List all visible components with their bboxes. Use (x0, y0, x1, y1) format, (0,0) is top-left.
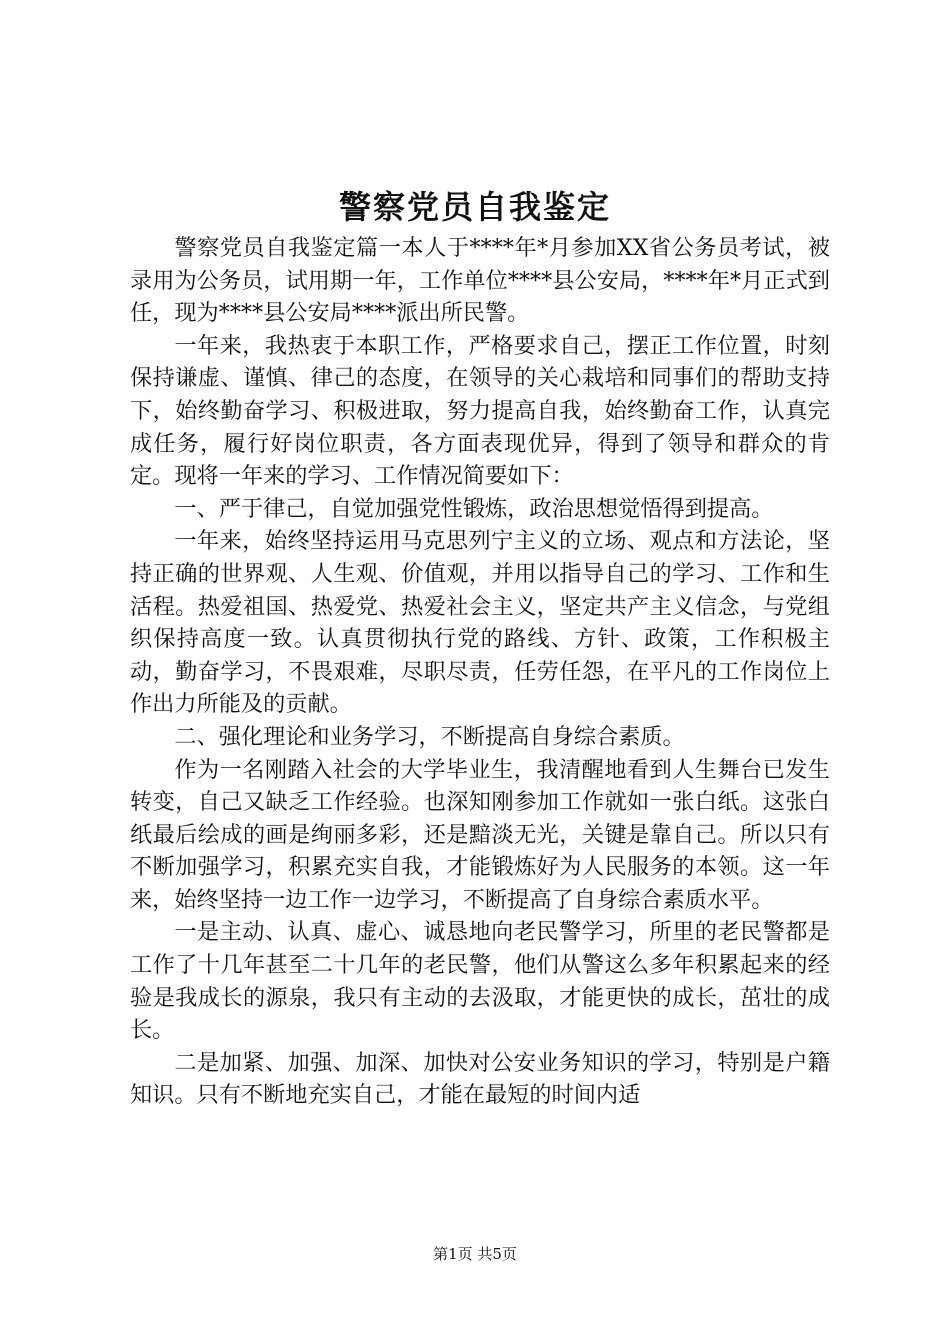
paragraph: 一年来，始终坚持运用马克思列宁主义的立场、观点和方法论，坚持正确的世界观、人生观、价值观，并用以指导自己的学习、工作和生活程。热爱祖国、热爱党、热爱社会主义，坚定共产主义信念，与党组织保持高度一致。认真贯彻执行党的路线、方针、政策，工作积极主动，勤奋学习，不畏艰难，尽职尽责，任劳任怨，在平凡的工作岗位上作出力所能及的贡献。 (130, 528, 830, 718)
section-heading: 二、强化理论和业务学习，不断提高自身综合素质。 (174, 723, 685, 750)
paragraph: 一是主动、认真、虚心、诚恳地向老民警学习，所里的老民警都是工作了十几年甚至二十几年的老民警，他们从警这么多年积累起来的经验是我成长的源泉，我只有主动的去汲取，才能更快的成长，茁壮的成长。 (130, 919, 830, 1044)
paragraph: 二是加紧、加强、加深、加快对公安业务知识的学习，特别是户籍知识。只有不断地充实自己，才能在最短的时间内适 (130, 1049, 830, 1109)
page-number-footer: 第1页 共5页 (433, 1245, 517, 1263)
section-heading: 一、严于律己，自觉加强党性锻炼，政治思想觉悟得到提高。 (174, 495, 774, 522)
document-title: 警察党员自我鉴定 (338, 188, 611, 226)
document-body (130, 232, 830, 1112)
paragraph: 一年来，我热衷于本职工作，严格要求自己，摆正工作位置，时刻保持谦虚、谨慎、律己的态度，在领导的关心栽培和同事们的帮助支持下，始终勤奋学习、积极进取，努力提高自我，始终勤奋工作，认真完成任务，履行好岗位职责，各方面表现优异，得到了领导和群众的肯定。现将一年来的学习、工作情况简要如下： (130, 332, 830, 490)
paragraph: 警察党员自我鉴定篇一本人于****年*月参加XX省公务员考试，被录用为公务员，试用期一年，工作单位****县公安局，****年*月正式到任，现为****县公安局****派出所民警。 (130, 235, 830, 327)
paragraph: 作为一名刚踏入社会的大学毕业生，我清醒地看到人生舞台已发生转变，自己又缺乏工作经验。也深知刚参加工作就如一张白纸。这张白纸最后绘成的画是绚丽多彩，还是黯淡无光，关键是靠自己。所以只有不断加强学习，积累充实自我，才能锻炼好为人民服务的本领。这一年来，始终坚持一边工作一边学习，不断提高了自身综合素质水平。 (130, 756, 830, 913)
